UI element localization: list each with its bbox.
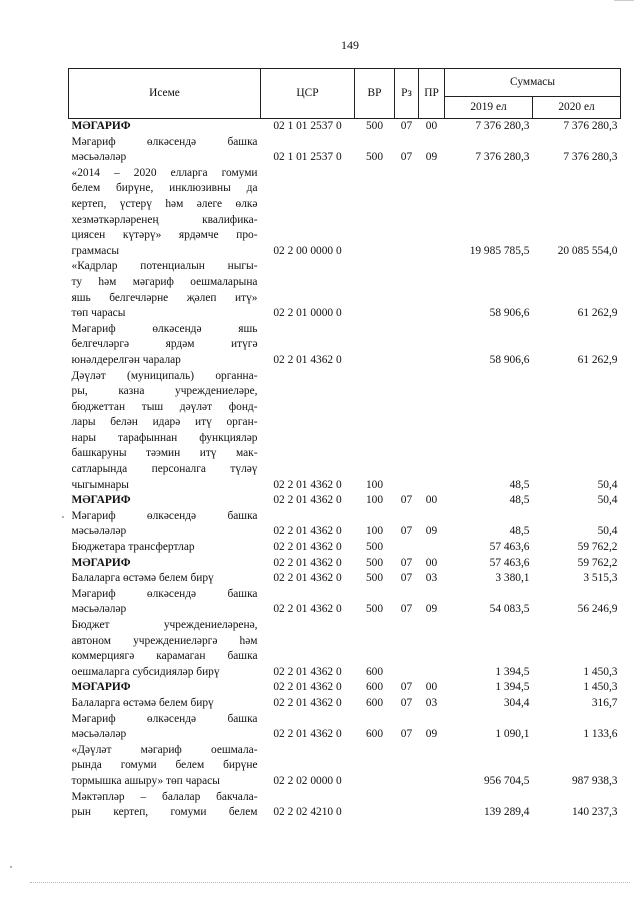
row-sum-2020: 50,4 xyxy=(597,494,618,507)
row-name-line: сатларында персоналга түләү xyxy=(71,463,258,476)
row-vr: 500 xyxy=(365,151,384,164)
row-rz xyxy=(395,259,419,321)
row-name-line: тормышка ашыру» төп чарасы xyxy=(71,774,220,787)
row-rz: 07 xyxy=(400,151,413,164)
row-sum-2019: 7 376 280,3 xyxy=(475,151,530,164)
row-name-line: «Дәүләт мәгариф оешмала- xyxy=(71,743,258,756)
header-pr: ПР xyxy=(419,69,445,119)
row-name-line: нары тарафыннан функцияләр xyxy=(71,431,258,444)
row-vr: 500 xyxy=(365,603,384,616)
row-name-line: автоном учреждениеләргә һәм xyxy=(71,634,258,647)
table-row xyxy=(69,618,621,680)
row-name-line: лары белән идарә итү орган- xyxy=(71,416,258,429)
row-pr: 00 xyxy=(425,556,438,569)
row-sum-2019: 19 985 785,5 xyxy=(469,244,530,257)
row-name xyxy=(69,587,261,618)
row-pr: 03 xyxy=(425,696,438,709)
row-sum-2019: 1 090,1 xyxy=(495,728,530,741)
row-name-line: Бюджетара трансфертлар xyxy=(71,541,195,554)
row-pr xyxy=(419,322,445,369)
row-vr: 600 xyxy=(365,728,384,741)
row-rz xyxy=(395,743,419,790)
row-sum-2019: 7 376 280,3 xyxy=(475,120,530,132)
row-name-line: Балаларга өстәмә белем бирү xyxy=(71,696,214,709)
row-name xyxy=(69,680,261,696)
row-sum-2020: 56 246,9 xyxy=(577,603,618,616)
row-name-line: мәсьәләләр xyxy=(71,151,127,164)
row-name-line: «Кадрлар потенциалын ныгы- xyxy=(71,260,258,273)
row-name xyxy=(69,493,261,509)
row-sum-2019: 54 083,5 xyxy=(489,603,530,616)
row-sum-2019: 1 394,5 xyxy=(495,681,530,694)
row-sum-2020: 50,4 xyxy=(597,525,618,538)
row-name-line: оешмаларга субсидияләр бирү xyxy=(71,665,220,678)
row-rz: 07 xyxy=(400,494,413,507)
row-vr: 600 xyxy=(365,696,384,709)
row-vr xyxy=(355,790,395,821)
row-name-line: Мәгариф өлкәсендә башка xyxy=(71,509,258,522)
row-vr: 500 xyxy=(365,572,384,585)
row-name-line: МӘГАРИФ xyxy=(71,681,131,694)
row-sum-2020: 7 376 280,3 xyxy=(563,120,618,132)
row-name-line: Балаларга өстәмә белем бирү xyxy=(71,572,214,585)
row-rz xyxy=(395,322,419,369)
row-name xyxy=(69,571,261,587)
row-name-line: бюджеттан тыш дәүләт фонд- xyxy=(71,400,258,413)
row-name-line: кертеп, үстерү һәм әлеге өлкә xyxy=(71,197,258,210)
row-name-line: граммасы xyxy=(71,244,120,257)
row-csr: 02 2 01 0000 0 xyxy=(273,307,342,320)
row-csr: 02 2 01 4362 0 xyxy=(273,556,342,569)
row-rz xyxy=(395,369,419,494)
row-vr xyxy=(355,259,395,321)
row-csr: 02 2 02 4210 0 xyxy=(273,806,342,819)
table-row xyxy=(69,509,621,540)
row-name-line: Мәгариф өлкәсендә яшь xyxy=(71,322,258,335)
row-name-line: башкаруны тәэмин итү мак- xyxy=(71,447,258,460)
row-vr: 500 xyxy=(365,120,384,132)
row-name-line: МӘГАРИФ xyxy=(71,494,131,507)
row-name-line: «2014 – 2020 елларга гомуми xyxy=(71,166,258,179)
table-row xyxy=(69,680,621,696)
row-sum-2020: 61 262,9 xyxy=(577,353,618,366)
row-pr: 00 xyxy=(425,120,438,132)
table-row xyxy=(69,743,621,790)
row-csr: 02 2 01 4362 0 xyxy=(273,525,342,538)
row-sum-2019: 57 463,6 xyxy=(489,541,530,554)
row-csr: 02 2 01 4362 0 xyxy=(273,696,342,709)
row-name-line: Мәктәпләр – балалар бакчала- xyxy=(71,790,258,803)
row-pr: 09 xyxy=(425,728,438,741)
row-sum-2020: 987 938,3 xyxy=(571,774,618,787)
row-sum-2019: 57 463,6 xyxy=(489,556,530,569)
row-name-line: Дәүләт (муниципаль) органна- xyxy=(71,369,258,382)
header-sums: Суммасы xyxy=(445,69,621,97)
row-vr xyxy=(355,322,395,369)
row-csr: 02 1 01 2537 0 xyxy=(273,151,342,164)
row-name-line: МӘГАРИФ xyxy=(71,120,131,132)
row-sum-2019: 139 289,4 xyxy=(483,806,530,819)
row-sum-2020: 59 762,2 xyxy=(577,541,618,554)
row-rz: 07 xyxy=(400,120,413,132)
table-row xyxy=(69,135,621,166)
row-rz xyxy=(395,166,419,260)
row-csr: 02 1 01 2537 0 xyxy=(273,120,342,132)
row-rz: 07 xyxy=(400,525,413,538)
row-sum-2020: 20 085 554,0 xyxy=(557,244,618,257)
table-row xyxy=(69,696,621,712)
row-name-line: Мәгариф өлкәсендә башка xyxy=(71,135,258,148)
header-year-2020: 2020 ел xyxy=(533,97,621,119)
row-name xyxy=(69,790,261,821)
row-name-line: циясен күтәрү» ярдәмче про- xyxy=(71,229,258,242)
row-name-line: ры, казна учреждениеләре, xyxy=(71,385,258,398)
row-pr: 09 xyxy=(425,151,438,164)
row-csr: 02 2 01 4362 0 xyxy=(273,572,342,585)
table-row xyxy=(69,587,621,618)
header-csr: ЦСР xyxy=(261,69,355,119)
table-row xyxy=(69,369,621,494)
margin-dot xyxy=(10,866,12,868)
row-name-line: чыгымнары xyxy=(71,478,129,491)
row-name xyxy=(69,696,261,712)
row-sum-2020: 316,7 xyxy=(591,696,618,709)
row-vr: 600 xyxy=(365,681,384,694)
row-name-line: Мәгариф өлкәсендә башка xyxy=(71,587,258,600)
row-rz xyxy=(395,618,419,680)
row-name-line: белем бирүне, инклюзивны да xyxy=(71,182,258,195)
row-pr xyxy=(419,369,445,494)
row-sum-2020: 1 450,3 xyxy=(583,681,618,694)
row-rz: 07 xyxy=(400,603,413,616)
row-sum-2020: 50,4 xyxy=(597,478,618,491)
row-rz xyxy=(395,790,419,821)
table-row xyxy=(69,119,621,135)
row-vr: 500 xyxy=(365,541,384,554)
row-vr: 100 xyxy=(365,494,384,507)
row-sum-2019: 48,5 xyxy=(509,525,530,538)
row-rz: 07 xyxy=(400,681,413,694)
row-sum-2019: 48,5 xyxy=(509,494,530,507)
row-name-line: мәсьәләләр xyxy=(71,728,127,741)
row-name-line: коммерциягә карамаган башка xyxy=(71,650,258,663)
row-name-line: МӘГАРИФ xyxy=(71,556,131,569)
table-row xyxy=(69,493,621,509)
table-body xyxy=(69,119,621,821)
row-sum-2020: 7 376 280,3 xyxy=(563,151,618,164)
table-row xyxy=(69,259,621,321)
header-year-2019: 2019 ел xyxy=(445,97,533,119)
row-name-line: юнәлдерелгән чаралар xyxy=(71,353,181,366)
row-sum-2020: 1 133,6 xyxy=(583,728,618,741)
table-row xyxy=(69,712,621,743)
margin-dot xyxy=(62,516,64,518)
row-csr: 02 2 01 4362 0 xyxy=(273,728,342,741)
row-name xyxy=(69,119,261,135)
table-row xyxy=(69,166,621,260)
row-name-line: хезмәткәрләренең квалифика- xyxy=(71,213,258,226)
table-row xyxy=(69,790,621,821)
row-pr xyxy=(419,618,445,680)
row-name-line: Мәгариф өлкәсендә башка xyxy=(71,712,258,725)
row-name xyxy=(69,618,261,680)
row-vr: 100 xyxy=(365,478,384,491)
row-name xyxy=(69,369,261,494)
row-pr xyxy=(419,540,445,556)
row-sum-2019: 48,5 xyxy=(509,478,530,491)
row-csr: 02 2 01 4362 0 xyxy=(273,665,342,678)
row-rz: 07 xyxy=(400,696,413,709)
row-vr xyxy=(355,166,395,260)
row-name-line: төп чарасы xyxy=(71,307,126,320)
bottom-dotted-line xyxy=(30,882,630,883)
row-pr xyxy=(419,259,445,321)
table-row xyxy=(69,540,621,556)
row-vr: 500 xyxy=(365,556,384,569)
row-name xyxy=(69,712,261,743)
row-name xyxy=(69,166,261,260)
row-name-line: белгечләргә ярдәм итүгә xyxy=(71,338,258,351)
row-vr: 600 xyxy=(365,665,384,678)
row-sum-2019: 58 906,6 xyxy=(489,307,530,320)
row-name xyxy=(69,259,261,321)
row-sum-2020: 1 450,3 xyxy=(583,665,618,678)
row-name-line: мәсьәләләр xyxy=(71,525,127,538)
row-sum-2019: 304,4 xyxy=(503,696,530,709)
row-csr: 02 2 01 4362 0 xyxy=(273,353,342,366)
row-name-line: Бюджет учреждениеләренә, xyxy=(71,619,258,631)
row-name-line: мәсьәләләр xyxy=(71,603,127,616)
page-number: 149 xyxy=(341,38,359,52)
row-name-line: ту һәм мәгариф оешмаларына xyxy=(71,275,258,288)
row-rz xyxy=(395,540,419,556)
row-name xyxy=(69,540,261,556)
row-pr: 00 xyxy=(425,494,438,507)
row-csr: 02 2 01 4362 0 xyxy=(273,478,342,491)
row-csr: 02 2 00 0000 0 xyxy=(273,244,342,257)
row-rz: 07 xyxy=(400,728,413,741)
row-sum-2019: 58 906,6 xyxy=(489,353,530,366)
row-pr: 09 xyxy=(425,603,438,616)
row-name xyxy=(69,509,261,540)
row-sum-2019: 3 380,1 xyxy=(495,572,530,585)
table-row xyxy=(69,556,621,572)
row-sum-2020: 3 515,3 xyxy=(583,572,618,585)
row-csr: 02 2 01 4362 0 xyxy=(273,681,342,694)
row-name-line: рын кертеп, гомуми белем xyxy=(71,806,258,819)
row-name xyxy=(69,743,261,790)
header-name: Исеме xyxy=(69,69,261,119)
row-sum-2020: 59 762,2 xyxy=(577,556,618,569)
row-vr xyxy=(355,743,395,790)
row-name-line: рында гомуми белем бирүне xyxy=(71,759,258,772)
row-sum-2019: 1 394,5 xyxy=(495,665,530,678)
row-name xyxy=(69,322,261,369)
row-csr: 02 2 01 4362 0 xyxy=(273,494,342,507)
row-sum-2020: 140 237,3 xyxy=(571,806,618,819)
row-rz: 07 xyxy=(400,572,413,585)
header-vr: ВР xyxy=(355,69,395,119)
row-pr xyxy=(419,790,445,821)
header-rz: Рз xyxy=(395,69,419,119)
row-pr: 03 xyxy=(425,572,438,585)
row-rz: 07 xyxy=(400,556,413,569)
row-sum-2019: 956 704,5 xyxy=(483,774,530,787)
row-name xyxy=(69,556,261,572)
row-sum-2020: 61 262,9 xyxy=(577,307,618,320)
row-name-line: яшь белгечләрне җәлеп итү» xyxy=(71,291,258,304)
row-csr: 02 2 02 0000 0 xyxy=(273,774,342,787)
row-name xyxy=(69,135,261,166)
row-pr: 00 xyxy=(425,681,438,694)
table-row xyxy=(69,571,621,587)
row-pr: 09 xyxy=(425,525,438,538)
row-csr: 02 2 01 4362 0 xyxy=(273,603,342,616)
budget-table xyxy=(68,68,621,821)
row-pr xyxy=(419,743,445,790)
row-csr: 02 2 01 4362 0 xyxy=(273,541,342,554)
corner-mark xyxy=(614,0,634,1)
table-row xyxy=(69,322,621,369)
row-pr xyxy=(419,166,445,260)
row-vr: 100 xyxy=(365,525,384,538)
